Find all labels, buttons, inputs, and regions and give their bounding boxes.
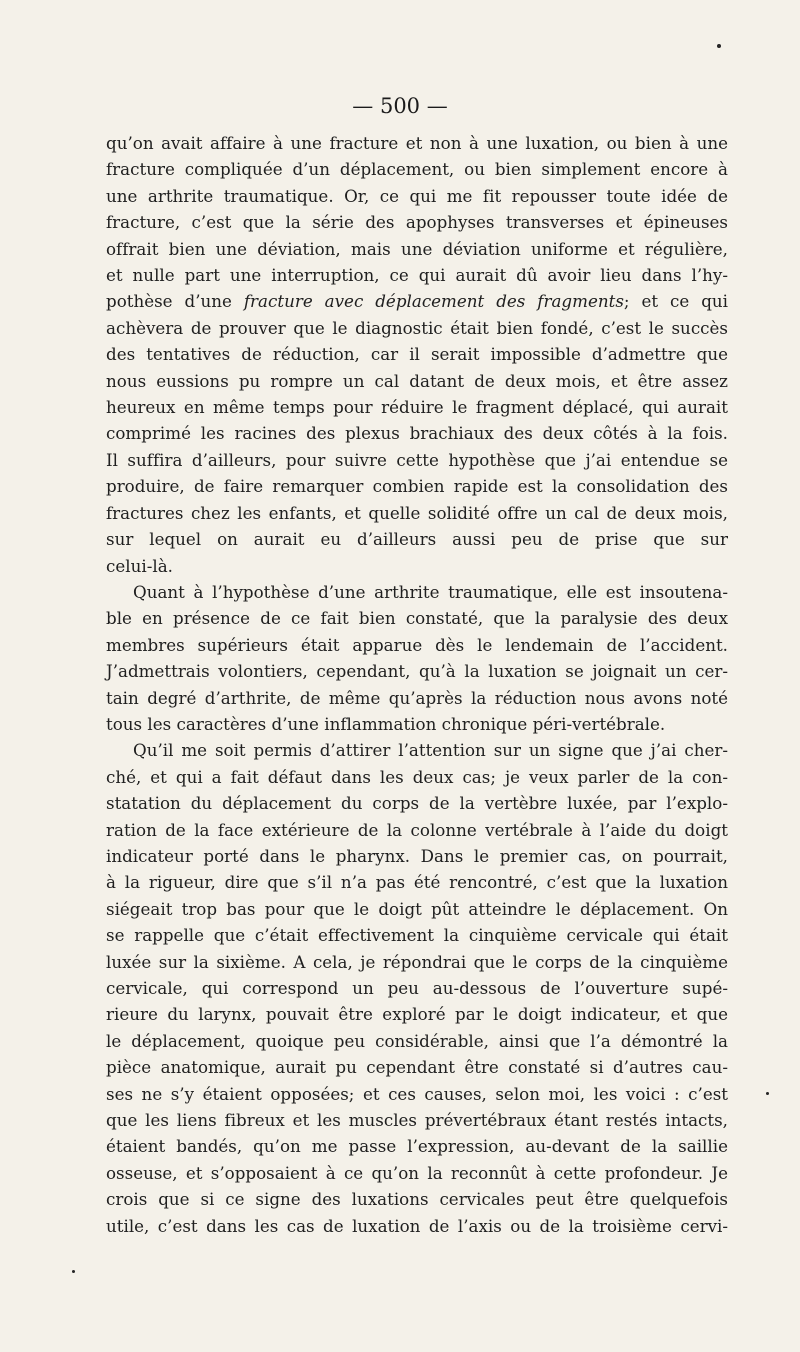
text-line: étaient bandés, qu’on me passe l’expression, au-devant de la saillie <box>106 1136 728 1157</box>
text-line: pièce anatomique, aurait pu cependant être constaté si d’autres cau- <box>106 1057 728 1078</box>
text-line: osseuse, et s’opposaient à ce qu’on la reconnût à cette profondeur. Je <box>106 1162 728 1183</box>
text-line: statation du déplacement du corps de la vertèbre luxée, par l’explo- <box>106 793 728 814</box>
text-line: produire, de faire remarquer combien rapide est la consolidation des <box>106 476 728 497</box>
text-line: ration de la face extérieure de la colonne vertébrale à l’aide du doigt <box>106 819 728 840</box>
text-line: fracture, c’est que la série des apophyses transverses et épineuses <box>106 212 728 233</box>
text-fragment: pothèse d’une <box>106 291 244 312</box>
text-line: et nulle part une interruption, ce qui aurait dû avoir lieu dans l’hy- <box>106 265 728 286</box>
text-line: tain degré d’arthrite, de même qu’après la réduction nous avons noté <box>106 687 728 708</box>
text-line: se rappelle que c’était effectivement la cinquième cervicale qui était <box>106 925 728 946</box>
paragraph-2 <box>106 579 728 737</box>
text-line: des tentatives de réduction, car il serait impossible d’admettre que <box>106 344 728 365</box>
text-line: offrait bien une déviation, mais une déviation uniforme et régulière, <box>106 238 728 259</box>
text-line: achèvera de prouver que le diagnostic était bien fondé, c’est le succès <box>106 317 728 338</box>
text-line: luxée sur la sixième. A cela, je répondrai que le corps de la cinquième <box>106 951 728 972</box>
text-line: heureux en même temps pour réduire le fragment déplacé, qui aurait <box>106 397 728 418</box>
text-line: J’admettrais volontiers, cependant, qu’à la luxation se joignait un cer- <box>106 661 728 682</box>
paragraph-3 <box>106 737 728 1239</box>
page-number: — 500 — <box>352 94 448 118</box>
text-line: utile, c’est dans les cas de luxation de l’axis ou de la troisième cervi- <box>106 1215 728 1236</box>
text-line: le déplacement, quoique peu considérable, ainsi que l’a démontré la <box>106 1030 728 1051</box>
italic-phrase: fracture avec déplacement des fragments <box>243 291 624 312</box>
text-line: comprimé les racines des plexus brachiaux des deux côtés à la fois. <box>106 423 728 444</box>
text-line: fracture compliquée d’un déplacement, ou bien simplement encore à <box>106 159 728 180</box>
ink-speck-top-right <box>717 44 721 48</box>
text-line: ché, et qui a fait défaut dans les deux cas; je veux parler de la con- <box>106 766 728 787</box>
text-line: Quant à l’hypothèse d’une arthrite traumatique, elle est insoutena- <box>133 581 728 602</box>
text-line: celui-là. <box>106 555 173 576</box>
text-line: ble en présence de ce fait bien constaté, que la paralysie des deux <box>106 608 728 629</box>
ink-speck-bottom-left <box>72 1270 75 1273</box>
text-line: Qu’il me soit permis d’attirer l’attention sur un signe que j’ai cher- <box>133 740 728 761</box>
text-line: que les liens fibreux et les muscles prévertébraux étant restés intacts, <box>106 1110 728 1131</box>
text-line: tous les caractères d’une inflammation chronique péri-vertébrale. <box>106 713 666 734</box>
text-line: qu’on avait affaire à une fracture et non à une luxation, ou bien à une <box>106 133 728 153</box>
text-line: cervicale, qui correspond un peu au-dessous de l’ouverture supé- <box>106 978 728 998</box>
text-line: crois que si ce signe des luxations cervicales peut être quelquefois <box>106 1189 728 1210</box>
text-line: nous eussions pu rompre un cal datant de deux mois, et être assez <box>106 370 728 391</box>
paragraph-1 <box>106 130 728 579</box>
text-line: siégeait trop bas pour que le doigt pût atteindre le déplacement. On <box>106 898 728 919</box>
text-line: Il suffira d’ailleurs, pour suivre cette hypothèse que j’ai entendue se <box>106 449 728 470</box>
text-line: à la rigueur, dire que s’il n’a pas été rencontré, c’est que la luxation <box>106 872 728 893</box>
page-text <box>106 130 728 1239</box>
text-line: une arthrite traumatique. Or, ce qui me fit repousser toute idée de <box>106 185 728 206</box>
text-line: indicateur porté dans le pharynx. Dans le premier cas, on pourrait, <box>106 845 728 866</box>
text-line: sur lequel on aurait eu d’ailleurs aussi peu de prise que sur <box>106 529 728 550</box>
text-fragment: ; et ce qui <box>623 291 729 312</box>
text-line-with-italics <box>106 288 728 314</box>
text-line: rieure du larynx, pouvait être exploré par le doigt indicateur, et que <box>106 1004 728 1025</box>
text-line: ses ne s’y étaient opposées; et ces causes, selon moi, les voici : c’est <box>106 1083 728 1104</box>
text-line: fractures chez les enfants, et quelle solidité offre un cal de deux mois, <box>106 502 728 523</box>
ink-speck-right-margin <box>766 1092 769 1095</box>
text-line: membres supérieurs était apparue dès le lendemain de l’accident. <box>106 634 728 655</box>
